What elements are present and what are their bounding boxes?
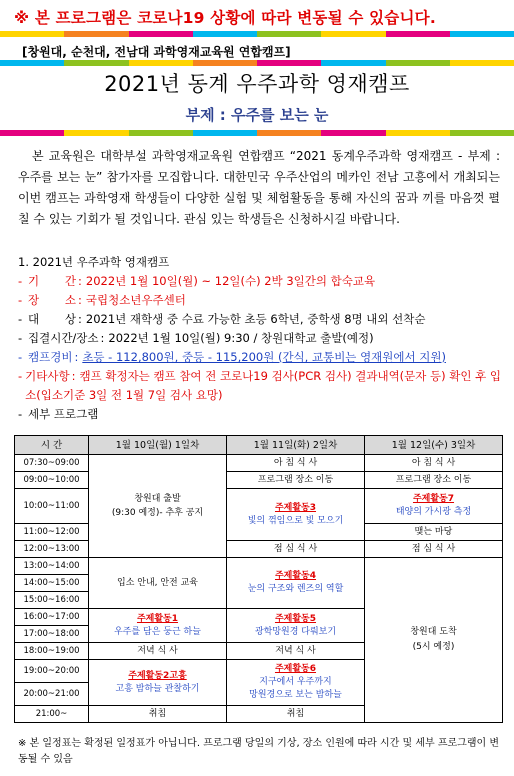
camp-details	[18, 272, 508, 424]
header-day1: 1월 10일(월) 1일차	[89, 436, 227, 455]
d3-activity7: 주제활동7 태양의 가시광 측정	[365, 489, 503, 524]
covid-notice: ※ 본 프로그램은 코로나19 상황에 따라 변동될 수 있습니다.	[14, 9, 436, 27]
gather-value: 2022년 1월 10일(월) 9:30 / 창원대학교 출발(예정)	[108, 331, 374, 345]
top-color-stripe	[0, 31, 514, 37]
table-row: 19:00~20:00 주제활동2고흥 고흥 밤하늘 관찰하기 주제활동6 지구에서 우주까지 망원경으로 보는 밤하늘	[15, 660, 503, 683]
table-row: 12:00~13:00 점 심 식 사 점 심 식 사	[15, 541, 503, 558]
d2-activity6: 주제활동6 지구에서 우주까지 망원경으로 보는 밤하늘	[227, 660, 365, 706]
detail-target: - 대 상 : 2021년 재학생 중 수료 가능한 초등 6학년, 중학생 8명 내외 선착순	[18, 310, 508, 329]
d3-arrival: 창원대 도착 (5시 예정)	[365, 558, 503, 723]
d2-activity3: 주제활동3 빛의 꺾임으로 빛 모으기	[227, 489, 365, 541]
title-bottom-stripe	[0, 130, 514, 136]
detail-etc: - 기타사항 : 캠프 확정자는 캠프 참여 전 코로나19 검사(PCR 검사) 결과내역(문자 등) 확인 후 입소(입소기준 3일 전 1월 7일 검사 요망)	[18, 369, 502, 402]
d2-activity5: 주제활동5 광학망원경 다뤄보기	[227, 609, 365, 643]
detail-fee: - 캠프경비 : 초등 - 112,800원, 중등 - 115,200원 (간식, 교통비는 영재원에서 지원)	[18, 348, 508, 367]
d1-orientation: 입소 안내, 안전 교육	[89, 558, 227, 609]
table-row: 11:00~12:00 맺는 마당	[15, 524, 503, 541]
header-day2: 1월 11일(화) 2일차	[227, 436, 365, 455]
detail-period: - 기 간 : 2022년 1월 10일(월) ~ 12일(수) 2박 3일간의 합숙교육	[18, 272, 508, 291]
joint-camp-label: [창원대, 순천대, 전남대 과학영재교육원 연합캠프]	[22, 45, 291, 59]
d2-activity4: 주제활동4 눈의 구조와 렌즈의 역할	[227, 558, 365, 609]
title-top-stripe	[0, 60, 514, 66]
intro-paragraph: 본 교육원은 대학부설 과학영재교육원 연합캠프 “2021 동계우주과학 영재캠프 - 부제 : 우주를 보는 눈” 참가자를 모집합니다. 대한민국 우주산업의 메카인 전남 고흥에서 개최되는 이번 캠프는 과학영재 학생들이 다양한 실험 및 체험활동을 통해 자신의 꿈과 끼를 마음껏 펼칠 수 있는 기회가 될 것입니다. 관심 있는 학생들은 신청하시길 바랍니다.	[18, 149, 500, 226]
section-title: 1. 2021년 우주과학 영재캠프	[18, 255, 170, 269]
target-value: 2021년 재학생 중 수료 가능한 초등 6학년, 중학생 8명 내외 선착순	[85, 312, 426, 326]
detail-program: - 세부 프로그램	[18, 407, 99, 421]
page-subtitle: 부제 : 우주를 보는 눈	[185, 106, 329, 124]
d1-departure: 창원대 출발 (9:30 예정)- 추후 공지	[89, 455, 227, 558]
table-row: 07:30~09:00 창원대 출발 (9:30 예정)- 추후 공지 아 침 식 사 아 침 식 사	[15, 455, 503, 472]
table-row: 20:00~21:00	[15, 683, 503, 706]
fee-value: 초등 - 112,800원, 중등 - 115,200원 (간식, 교통비는 영재원에서 지원)	[82, 350, 446, 364]
schedule-header-row	[15, 436, 503, 455]
schedule-footnote: ※ 본 일정표는 확정된 일정표가 아닙니다. 프로그램 당일의 기상, 장소 인원에 따라 시간 및 세부 프로그램이 변동될 수 있음	[18, 738, 499, 765]
page-title: 2021년 동계 우주과학 영재캠프	[104, 72, 410, 96]
etc-value: 캠프 확정자는 캠프 참여 전 코로나19 검사(PCR 검사) 결과내역(문자 등) 확인 후 입소(입소기준 3일 전 1월 7일 검사 요망)	[25, 369, 502, 402]
table-row: 10:00~11:00 주제활동3 빛의 꺾임으로 빛 모으기 주제활동7 태양의 가시광 측정	[15, 489, 503, 524]
schedule-table	[14, 435, 503, 723]
header-time: 시 간	[15, 436, 89, 455]
header-day3: 1월 12일(수) 3일차	[365, 436, 503, 455]
table-row: 14:00~15:00	[15, 575, 503, 592]
table-row: 13:00~14:00 입소 안내, 안전 교육 주제활동4 눈의 구조와 렌즈의 역할 창원대 도착 (5시 예정)	[15, 558, 503, 575]
table-row: 09:00~10:00 프로그램 장소 이동 프로그램 장소 이동	[15, 472, 503, 489]
detail-gather: - 집결시간/장소 : 2022년 1월 10일(월) 9:30 / 창원대학교 출발(예정)	[18, 329, 508, 348]
table-row: 21:00~ 취침 취침	[15, 706, 503, 723]
table-row: 15:00~16:00	[15, 592, 503, 609]
place-value: 국립청소년우주센터	[85, 293, 186, 307]
detail-place: - 장 소 : 국립청소년우주센터	[18, 291, 508, 310]
d1-activity2: 주제활동2고흥 고흥 밤하늘 관찰하기	[89, 660, 227, 706]
table-row: 18:00~19:00 저녁 식 사 저녁 식 사	[15, 643, 503, 660]
d1-activity1: 주제활동1 우주를 담은 둥근 하늘	[89, 609, 227, 643]
table-row: 16:00~17:00 주제활동1 우주를 담은 둥근 하늘 주제활동5 광학망원경 다뤄보기	[15, 609, 503, 626]
table-row: 17:00~18:00	[15, 626, 503, 643]
period-value: 2022년 1월 10일(월) ~ 12일(수) 2박 3일간의 합숙교육	[85, 274, 376, 288]
